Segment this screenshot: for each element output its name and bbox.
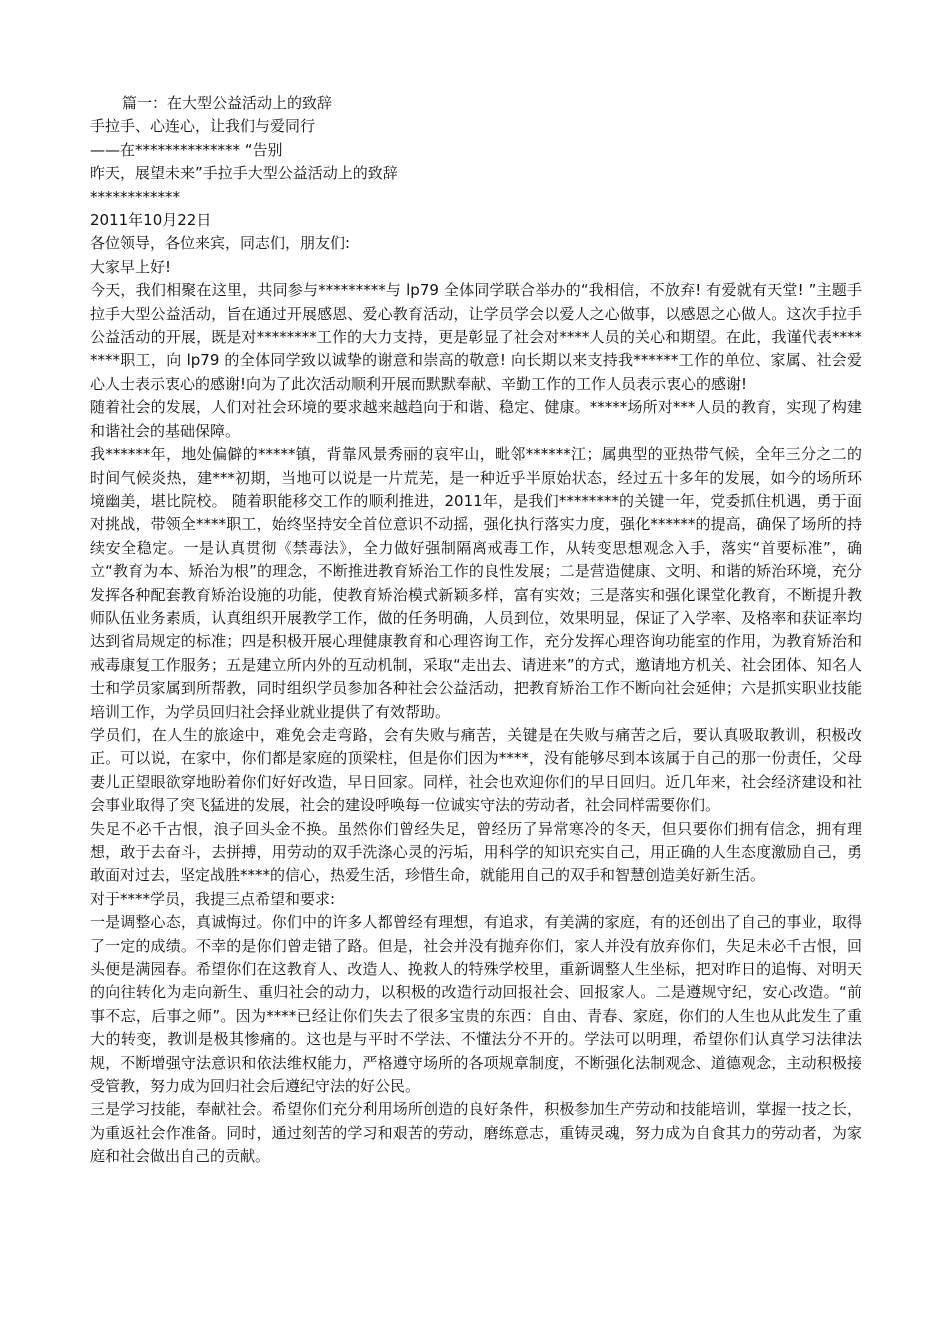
paragraph-hopes-1-2: 一是调整心态，真诚悔过。你们中的许多人都曾经有理想，有追求，有美满的家庭，有的还创出了自己的事业，取得了一定的成绩。不幸的是你们曾走错了路。但是，社会并没有抛弃你们，家人并没有放弃你们，失足未必千古恨，回头便是满园春。希望你们在这教育人、改造人、挽救人的特殊学校里，重新调整人生坐标，把对昨日的追悔、对明天的向往转化为走向新生、重归社会的动力，以积极的改造行动回报社会、回报家人。二是遵规守纪，安心改造。“前事不忘，后事之师”。因为****已经让你们失去了很多宝贵的东西：自由、青春、家庭，你们的人生也从此发生了重大的转变，教训是极其惨痛的。这也是与平时不学法、不懂法分不开的。学法可以明理，希望你们认真学习法律法规，不断增强守法意识和依法维权能力，严格遵守场所的各项规章制度，不断强化法制观念、道德观念，主动积极接受管教，努力成为回归社会后遵纪守法的好公民。 (90, 913, 862, 1096)
speech-subtitle-line-1: ——在************** “告别 (90, 140, 283, 159)
paragraph-intro: 今天，我们相聚在这里，共同参与*********与 lp79 全体同学联合举办的“我相信，不放弃! 有爱就有天堂! ”主题手拉手大型公益活动，旨在通过开展感恩、爱心教育活动，让学员学会以爱人之心做事，以感恩之心做人。这次手拉手公益活动的开展，既是对********工作的大力支持，更是彰显了社会对****人员的关心和期望。在此，我谨代表********职工，向 lp79 的全体同学致以诚挚的谢意和崇高的敬意! 向长期以来支持我******工作的单位、家属、社会爱心人士表示衷心的感谢!向为了此次活动顺利开展而默默奉献、辛勤工作的工作人员表示衷心的感谢! (90, 281, 862, 393)
paragraph-society: 随着社会的发展，人们对社会环境的要求越来越趋向于和谐、稳定、健康。*****场所对***人员的教育，实现了构建和谐社会的基础保障。 (90, 398, 862, 440)
document-body (90, 92, 862, 1169)
paragraph-hopes-3: 三是学习技能，奉献社会。希望你们充分利用场所创造的良好条件，积极参加生产劳动和技能培训，掌握一技之长，为重返社会作准备。同时，通过刻苦的学习和艰苦的劳动，磨练意志，重铸灵魂，努力成为自食其力的劳动者，为家庭和社会做出自己的贡献。 (90, 1100, 862, 1166)
document-heading: 篇一：在大型公益活动上的致辞 (122, 94, 333, 112)
greeting: 大家早上好! (90, 257, 172, 276)
speech-title: 手拉手、心连心，让我们与爱同行 (90, 117, 316, 136)
speaker-masked: ************ (90, 187, 180, 206)
paragraph-students: 学员们，在人生的旅途中，难免会走弯路，会有失败与痛苦，关键是在失败与痛苦之后，要认真吸取教训，积极改正。可以说，在家中，你们都是家庭的顶梁柱，但是你们因为****，没有能够尽到本该属于自己的那一份责任，父母妻儿正望眼欲穿地盼着你们好好改造，早日回家。同样，社会也欢迎你们的早日回归。近几年来，社会经济建设和社会事业取得了突飞猛进的发展，社会的建设呼唤每一位诚实守法的劳动者，社会同样需要你们。 (90, 725, 862, 815)
speech-subtitle-line-2: 昨天，展望未来”手拉手大型公益活动上的致辞 (90, 164, 398, 183)
paragraph-hopes-intro: 对于****学员，我提三点希望和要求: (90, 889, 336, 908)
paragraph-encouragement: 失足不必千古恨，浪子回头金不换。虽然你们曾经失足，曾经历了异常寒冷的冬天，但只要你们拥有信念，拥有理想，敢于去奋斗，去拼搏，用劳动的双手洗涤心灵的污垢，用科学的知识充实自己，用正确的人生态度激励自己，勇敢面对过去，坚定战胜****的信心，热爱生活，珍惜生命，就能用自己的双手和智慧创造美好新生活。 (90, 819, 862, 885)
speech-date: 2011年10月22日 (90, 211, 212, 230)
paragraph-facility: 我******年，地处偏僻的*****镇，背靠风景秀丽的哀牢山，毗邻******江；属典型的亚热带气候，全年三分之二的时间气候炎热，建***初期，当地可以说是一片荒芜，是一种近乎半原始状态，经过五十多年的发展，如今的场所环境幽美，堪比院校。 随着职能移交工作的顺利推进，2011年，是我们********的关键一年，党委抓住机遇，勇于面对挑战，带领全****职工，始终坚持安全首位意识不动摇，强化执行落实力度，强化******的提高，确保了场所的持续安全稳定。一是认真贯彻《禁毒法》，全力做好强制隔离戒毒工作，从转变思想观念入手，落实“首要标准”，确立“教育为本、矫治为根”的理念，不断推进教育矫治工作的良性发展；二是营造健康、文明、和谐的矫治环境，充分发挥各种配套教育矫治设施的功能，使教育矫治模式新颖多样，富有实效；三是落实和强化课堂化教育，不断提升教师队伍业务素质，认真组织开展教学工作，做的任务明确，人员到位，效果明显，保证了入学率、及格率和获证率均达到省局规定的标准；四是积极开展心理健康教育和心理咨询工作，充分发挥心理咨询功能室的作用，为教育矫治和戒毒康复工作服务；五是建立所内外的互动机制，采取“走出去、请进来”的方式，邀请地方机关、社会团体、知名人士和学员家属到所帮教，同时组织学员参加各种社会公益活动，把教育矫治工作不断向社会延伸；六是抓实职业技能培训工作，为学员回归社会择业就业提供了有效帮助。 (90, 445, 862, 721)
salutation: 各位领导，各位来宾，同志们，朋友们: (90, 234, 351, 253)
